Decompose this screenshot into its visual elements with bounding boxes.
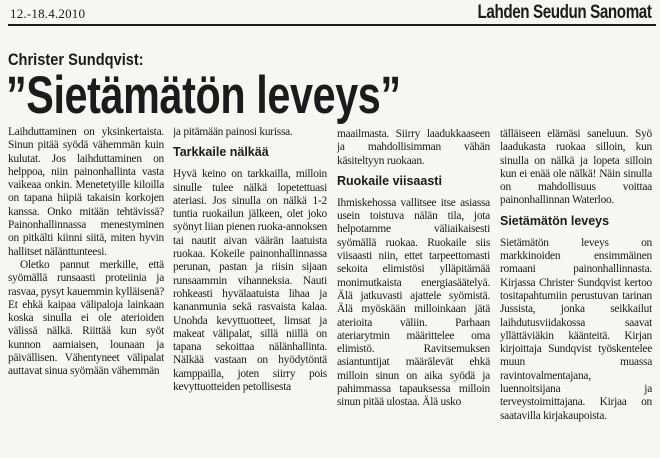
paragraph: maailmasta. Siirry laadukkaaseen ja mahdollisimman vähän käsiteltyyn ruokaan. xyxy=(337,128,490,167)
paragraph: ja pitämään painosi kurissa. xyxy=(173,126,293,138)
issue-date: 12.-18.4.2010 xyxy=(10,6,86,21)
section-heading: Ruokaile viisaasti xyxy=(337,173,442,188)
article-headline: ”Sietämätön leveys” xyxy=(6,66,401,125)
article-column-2 xyxy=(173,126,327,456)
article-column-1 xyxy=(8,126,164,456)
paragraph: Sietämätön leveys on markkinoiden ensimmäinen romaani painonhallinnasta. Kirjassa Christer Sundqvist kertoo tositapahtumiin perustuvan tarinan Jussista, jonka seikkailut laihdutusviidakossa saavat yllättäviäkin käänteitä. Kirjan kirjoittaja Sundqvist työskentelee muun muassa ravintovalmentajana, luennoitsijana ja terveystoimittajana. Kirjaa on saatavilla kirjakaupoista. xyxy=(500,236,652,422)
page-header xyxy=(0,0,660,28)
article-column-4 xyxy=(500,128,652,458)
paragraph: Laihduttaminen on yksinkertaista. Sinun pitää syödä vähemmän kuin kulutat. Jos laihduttaminen on helppoa, niin painonhallinta vasta vaikeaa onkin. Menetetyille kiloilla on tapana hiipiä takaisin korkojen kanssa. Onko mitään tehtävissä? Painonhallinnassa menestyminen on pitkälti kiinni siitä, miten hyvin hallitset nälänttunteesi. xyxy=(8,126,164,258)
section-heading: Sietämätön leveys xyxy=(500,213,610,228)
paragraph: Oletko pannut merkille, että syömällä runsaasti proteiinia ja rasvaa, pysyt kauemmin kylläisenä? Et ehkä kaipaa välipaloja lainkaan koska sinulla ei ole aterioiden välissä nälkä. Riittää kun syöt kunnon aamiaisen, lounaan ja päivällisen. Vähentyneet välipalat auttavat sinua syömään vähemmän xyxy=(8,258,164,378)
publication-name: Lahden Seudun Sanomat xyxy=(477,2,652,23)
paragraph: Hyvä keino on tarkkailla, milloin sinulle tulee nälkä lopetettuasi ateriasi. Jos sinulla on nälkä 1-2 tuntia ruokailun jälkeen, olet joko syönyt liian pienen ruoka-annoksen tai nautit aivan väärän laatuista ruokaa. Kokeile painonhallinnassa perunan, pastan ja riisin sijaan runsaammin vihanneksia. Nauti rohkeasti hyvälaatuista lihaa ja kananmunia sekä rasvaista kalaa. Unohda kevyttuotteet, limsat ja makeat välipalat, sillä niillä on tapana sekoittaa nälänhallinta. Nälkää vastaan on hyödytöntä kamppailla, joten siirry pois kevyttuotteiden petollisesta xyxy=(173,168,327,394)
section-heading: Tarkkaile nälkää xyxy=(173,145,269,160)
paragraph: tälläiseen elämäsi saneluun. Syö laadukasta ruokaa silloin, kun sinulla on nälkä ja lopeta silloin kun ei enää ole nälkä! Näin sinulla on mahdollisuus voittaa painonhallinnan Waterloo. xyxy=(500,128,652,207)
article-kicker: Christer Sundqvist: xyxy=(8,50,144,69)
header-rule xyxy=(8,24,656,26)
paragraph: Ihmiskehossa vallitsee itse asiassa usein toistuva nälän tila, jota helpotamme väliaikaisesti syömällä ruokaa. Ruokaile siis viisaasti niin, ettet tarpeettomasti sekoita elimistösi ylläpitämää monimutkaista energiasäätelyä. Älä jatkuvasti ajattele syömistä. Älä myöskään milloinkaan jätä aterioita väliin. Parhaan ateriarytmin määrittelee oma elimistö. Ravitsemuksen asiantuntijat määrälevät ehkä milloin sinun on aika syödä ja pahimmassa tapauksessa milloin sinun pitää ulostaa. Älä usko xyxy=(337,196,490,409)
article-column-3 xyxy=(337,128,490,458)
